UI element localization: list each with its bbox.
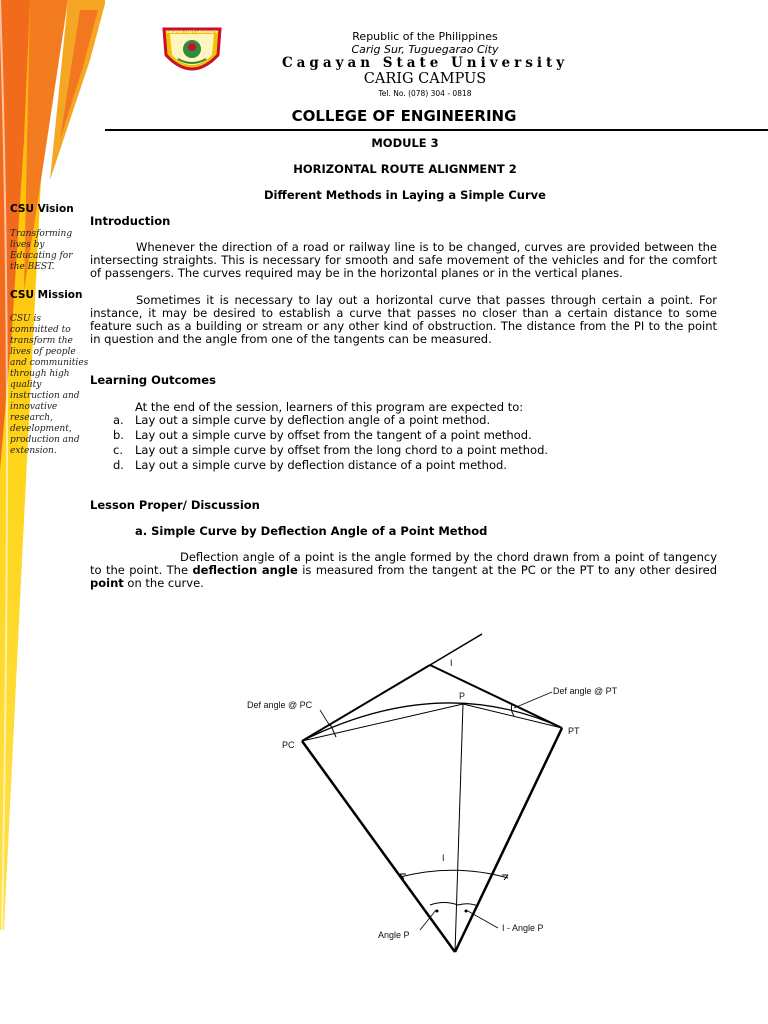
label-angle-p: Angle P (378, 930, 410, 940)
central-angle-arrow-right (502, 875, 508, 880)
radius-line-p (455, 704, 463, 952)
lesson-bold-deflection-angle: deflection angle (192, 563, 298, 577)
vision-title: CSU Vision (10, 203, 74, 215)
logo-text: CAGAYAN STATE UNIVERSITY (166, 30, 218, 34)
label-p: P (459, 691, 466, 701)
header-university: Cagayan State University (281, 55, 569, 71)
lesson-heading: Lesson Proper/ Discussion (90, 498, 260, 512)
header-campus: CARIG CAMPUS (363, 71, 487, 87)
left-decorative-bar (0, 0, 105, 930)
list-item-letter: a. (113, 413, 124, 427)
list-item-text: Lay out a simple curve by deflection distance of a point method. (135, 458, 507, 472)
list-item-letter: c. (113, 443, 123, 457)
learning-outcomes-heading: Learning Outcomes (90, 373, 216, 387)
label-i-top: I (450, 658, 453, 668)
list-item-text: Lay out a simple curve by deflection angle of a point method. (135, 413, 491, 427)
intro-paragraph-1 (90, 241, 717, 280)
intro-paragraph-2 (90, 294, 717, 346)
radius-line-pc (302, 741, 455, 952)
mission-text: CSU is committed to transform the lives of people and communities through high quality instruction and innovative research, development, production and extension. (10, 314, 89, 456)
list-item (113, 443, 548, 458)
university-logo (160, 25, 224, 81)
list-item-text: Lay out a simple curve by offset from the long chord to a point method. (135, 443, 549, 457)
i-angle-p-dot (465, 910, 468, 913)
header-telephone: Tel. No. (078) 304 - 0818 (378, 89, 472, 98)
lesson-subheading-a: a. Simple Curve by Deflection Angle of a Point Method (135, 524, 488, 538)
list-item (113, 413, 548, 428)
i-angle-p-leader (466, 910, 498, 928)
angle-p-dot (436, 910, 439, 913)
chord-pc-to-p (302, 704, 463, 741)
intro-paragraph-1-text: Whenever the direction of a road or railway line is to be changed, curves are provided between the intersecting straights. This is necessary for smooth and safe movement of the vehicles and for the comfort of passengers. The curves required may be in the horizontal planes or in the vertical planes. (90, 240, 717, 280)
list-item-letter: b. (113, 428, 124, 442)
list-item (113, 428, 548, 443)
def-angle-pc-leader (320, 710, 330, 726)
label-pc: PC (282, 740, 295, 750)
module-title: MODULE 3 (371, 136, 439, 150)
label-pt: PT (568, 726, 580, 736)
chord-p-to-pt (463, 704, 562, 728)
lesson-text-1: Deflection angle of a point is the angle formed by the chord drawn from a point of tangency to the point. The (90, 550, 717, 577)
def-angle-pt-leader (514, 692, 552, 708)
def-angle-pc-arc (330, 724, 336, 737)
tangent-line-pt (430, 665, 562, 728)
curve-arc (302, 703, 562, 741)
central-angle-arc (400, 870, 508, 878)
college-title: COLLEGE OF ENGINEERING (291, 107, 517, 125)
lesson-text-2: is measured from the tangent at the PC or the PT to any other desired (297, 563, 717, 577)
lesson-text-3: on the curve. (123, 576, 204, 590)
label-def-angle-pc: Def angle @ PC (247, 700, 313, 710)
radius-line-pt (455, 728, 562, 952)
def-angle-pt-arc (511, 704, 514, 716)
header-divider (105, 129, 768, 131)
central-angle-arrow-left (400, 874, 406, 879)
angle-p-leader (420, 910, 436, 930)
list-item (113, 458, 548, 473)
subtitle: Different Methods in Laying a Simple Curve (264, 188, 546, 202)
i-angle-p-arc (458, 904, 478, 906)
label-i-minus-angle-p: I - Angle P (502, 923, 544, 933)
label-def-angle-pt: Def angle @ PT (553, 686, 618, 696)
angle-p-arc (430, 903, 458, 906)
tangent-line-pc (302, 665, 430, 741)
vision-text: Transforming lives by Educating for the BEST. (10, 229, 73, 272)
intro-paragraph-2-text: Sometimes it is necessary to lay out a horizontal curve that passes through certain a point. For instance, it may be desired to establish a curve that passes no closer than a certain distance to some feature such as a building or stream or any other kind of obstruction. The distance from the PI to the point in question and the angle from one of the tangents can be measured. (90, 293, 717, 346)
outcomes-lead: At the end of the session, learners of this program are expected to: (135, 400, 524, 414)
topic-title: HORIZONTAL ROUTE ALIGNMENT 2 (293, 162, 517, 176)
outcomes-list (113, 413, 548, 473)
label-i-center: I (442, 853, 445, 863)
introduction-heading: Introduction (90, 214, 171, 228)
list-item-letter: d. (113, 458, 124, 472)
lesson-bold-point: point (90, 576, 124, 590)
list-item-text: Lay out a simple curve by offset from the tangent of a point method. (135, 428, 532, 442)
tangent-extension-line (430, 634, 482, 665)
mission-title: CSU Mission (10, 289, 83, 301)
lesson-paragraph (90, 551, 717, 590)
header-address: Carig Sur, Tuguegarao City (351, 43, 499, 56)
header-republic: Republic of the Philippines (352, 30, 498, 43)
